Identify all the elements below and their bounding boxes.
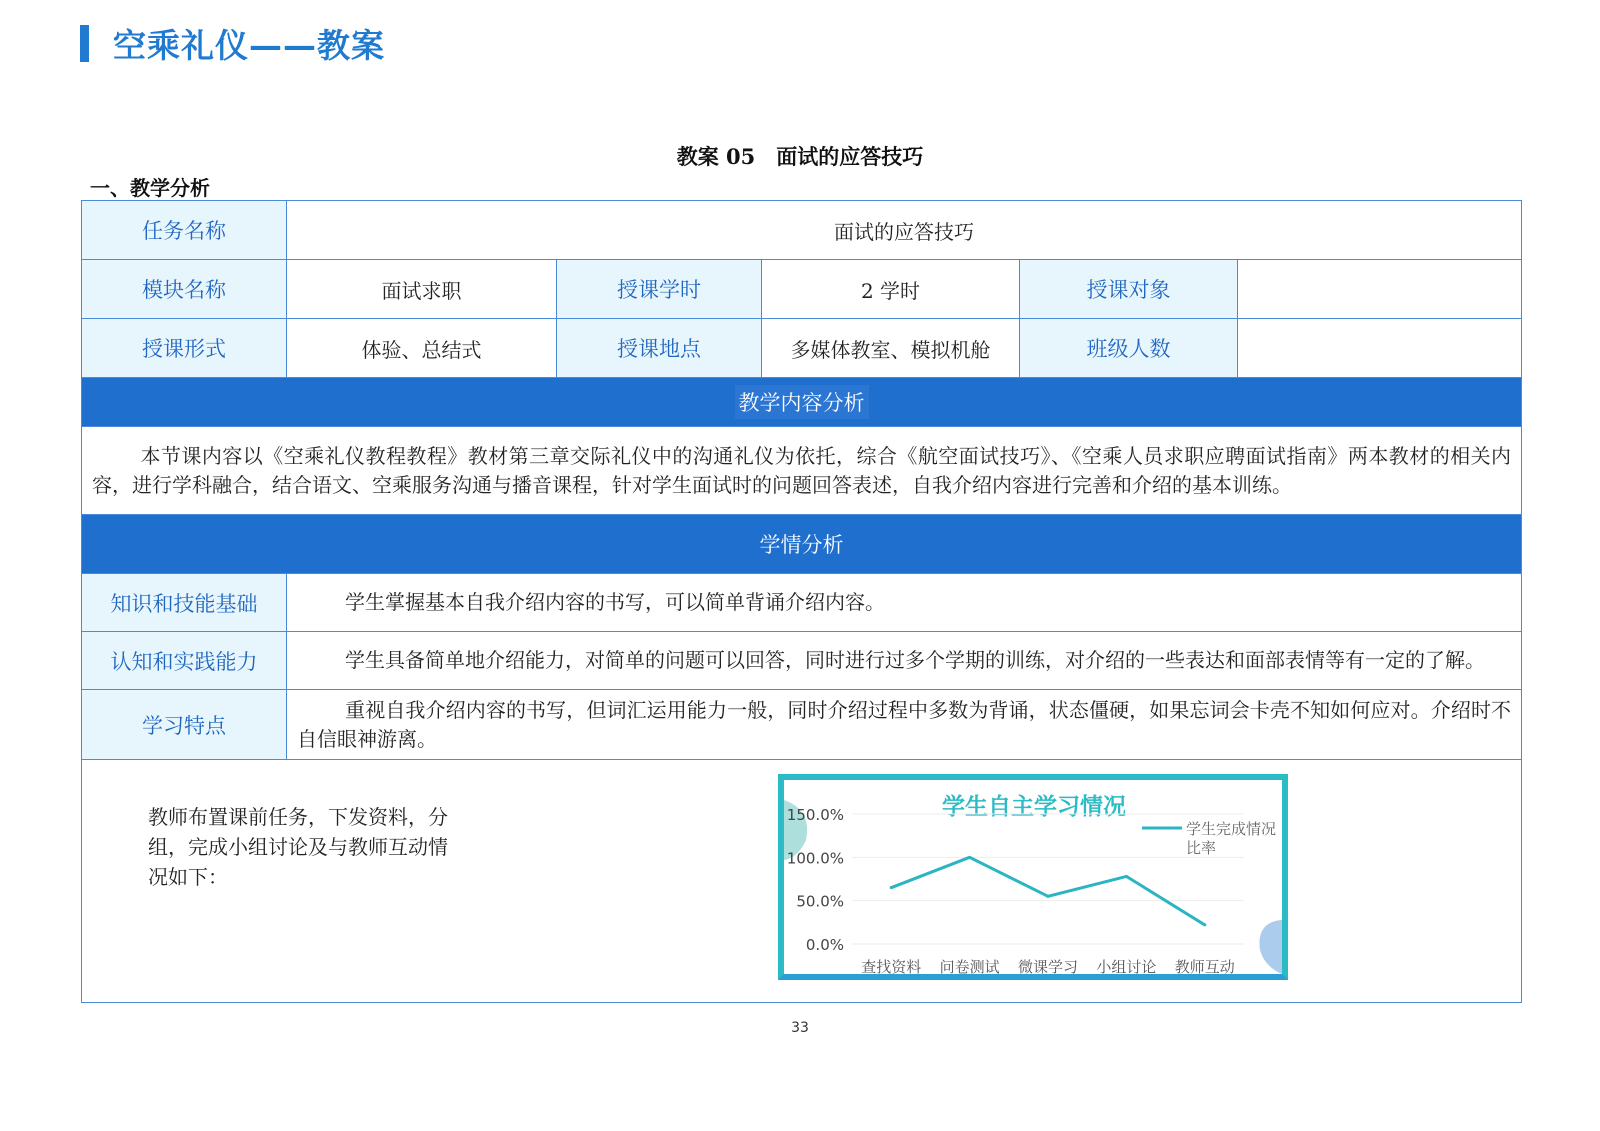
- knowledge-text: 学生掌握基本自我介绍内容的书写，可以简单背诵介绍内容。: [345, 590, 885, 614]
- header-accent-bar: [80, 25, 89, 62]
- form-label: 授课形式: [82, 319, 287, 378]
- features-text: 重视自我介绍内容的书写，但词汇运用能力一般，同时介绍过程中多数为背诵，状态僵硬，如果忘词会卡壳不知如何应对。介绍时不自信眼神游离。: [297, 697, 1512, 751]
- legend-label: 学生完成情况比率: [1186, 820, 1277, 857]
- module-value: 面试求职: [287, 260, 557, 319]
- content-analysis-title: 教学内容分析: [735, 385, 869, 419]
- location-label: 授课地点: [557, 319, 762, 378]
- class-size-value: [1238, 319, 1522, 378]
- decor-right-shape: [1259, 920, 1282, 974]
- data-point: [1047, 895, 1050, 898]
- content-analysis-paragraph: [82, 427, 1522, 515]
- table-row: [82, 574, 1522, 632]
- learner-analysis-band: 学情分析: [82, 515, 1522, 574]
- cognition-cell: [287, 632, 1522, 690]
- intro-text: 教师布置课前任务，下发资料，分组，完成小组讨论及与教师互动情况如下：: [148, 805, 448, 889]
- table-row: [82, 319, 1522, 378]
- x-tick-label: 查找资料: [861, 958, 922, 974]
- x-tick-label: 小组讨论: [1096, 958, 1157, 974]
- audience-label: 授课对象: [1020, 260, 1238, 319]
- features-cell: [287, 690, 1522, 760]
- module-label: 模块名称: [82, 260, 287, 319]
- content-analysis-band: [82, 378, 1522, 427]
- cognition-label: 认知和实践能力: [82, 632, 287, 690]
- table-row: [82, 427, 1522, 515]
- knowledge-label: 知识和技能基础: [82, 574, 287, 632]
- task-name-label: 任务名称: [82, 201, 287, 260]
- page-number: 33: [791, 1020, 809, 1036]
- knowledge-cell: [287, 574, 1522, 632]
- hours-label: 授课学时: [557, 260, 762, 319]
- cognition-text: 学生具备简单地介绍能力，对简单的问题可以回答，同时进行过多个学期的训练，对介绍的一些表达和面部表情等有一定的了解。: [345, 648, 1485, 672]
- section-heading: 一、教学分析: [90, 176, 210, 200]
- series-line: [891, 857, 1205, 925]
- data-point: [1125, 875, 1128, 878]
- audience-value: [1238, 260, 1522, 319]
- data-point: [1203, 923, 1206, 926]
- learning-chart: [784, 780, 1282, 974]
- y-tick-label: 0.0%: [805, 936, 844, 954]
- table-row: [82, 632, 1522, 690]
- location-value: 多媒体教室、模拟机舱: [762, 319, 1020, 378]
- table-row: [82, 690, 1522, 760]
- chart-title: 学生自主学习情况: [942, 794, 1126, 820]
- lesson-analysis-table: [81, 200, 1522, 1003]
- table-row: [82, 260, 1522, 319]
- x-tick-label: 问卷测试: [939, 958, 1000, 974]
- document-title: 教案 05 面试的应答技巧: [676, 144, 924, 169]
- content-analysis-text: 本节课内容以《空乘礼仪教程教程》教材第三章交际礼仪中的沟通礼仪为依托，综合《航空面试技巧》、《空乘人员求职应聘面试指南》两本教材的相关内容，进行学科融合，结合语文、空乘服务沟通与播音课程，针对学生面试时的问题回答表述，自我介绍内容进行完善和介绍的基本训练。: [92, 443, 1512, 497]
- hours-value: 2 学时: [762, 260, 1020, 319]
- table-row: [82, 378, 1522, 427]
- chart-row-cell: [82, 760, 1522, 1003]
- y-tick-label: 150.0%: [786, 806, 844, 824]
- x-tick-label: 教师互动: [1174, 958, 1235, 974]
- form-value: 体验、总结式: [287, 319, 557, 378]
- y-tick-label: 100.0%: [786, 849, 844, 868]
- x-tick-label: 微课学习: [1017, 958, 1079, 974]
- header-title: 空乘礼仪——教案: [113, 26, 385, 65]
- table-row: [82, 760, 1522, 1003]
- y-tick-label: 50.0%: [796, 892, 844, 911]
- data-point: [968, 856, 971, 859]
- chart-frame: [778, 774, 1288, 980]
- table-row: [82, 515, 1522, 574]
- task-name-value: 面试的应答技巧: [287, 201, 1522, 260]
- class-size-label: 班级人数: [1020, 319, 1238, 378]
- table-row: [82, 201, 1522, 260]
- features-label: 学习特点: [82, 690, 287, 760]
- data-point: [890, 886, 893, 889]
